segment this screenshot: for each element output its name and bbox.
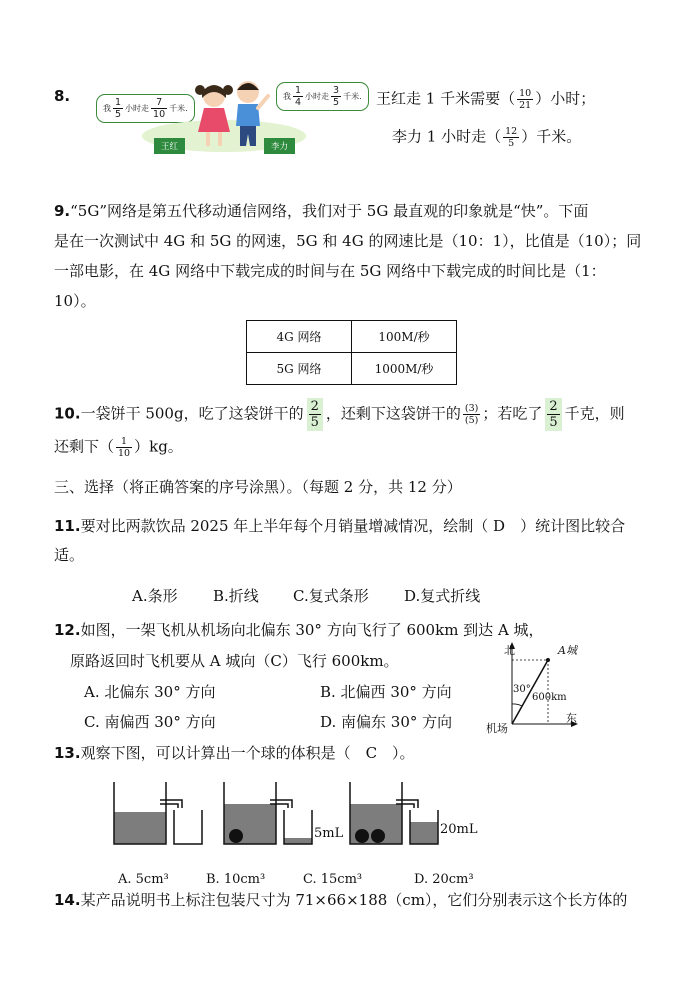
q13-label-20ml: 20mL — [440, 822, 478, 837]
q8-children-figures — [96, 78, 364, 158]
q11-option-b: B.折线 — [213, 587, 259, 605]
q12-line1: 12.如图，一架飞机从机场向北偏东 30° 方向飞行了 600km 到达 A 城， — [54, 621, 544, 639]
table-row — [247, 353, 457, 385]
q12-option-b: B. 北偏西 30° 方向 — [320, 683, 452, 701]
q14-line1: 14.某产品说明书上标注包装尺寸为 71×66×188（cm），它们分别表示这个长方体的 — [54, 891, 628, 909]
q8-name-lili: 李力 — [264, 138, 295, 154]
table-cell: 4G 网络 — [247, 321, 352, 353]
table-cell: 1000M/秒 — [352, 353, 457, 385]
q13-container-diagram — [110, 778, 480, 848]
q10-line2: 还剩下（ $\frac{1}{10}$ ）kg。 — [54, 436, 183, 459]
q8-bubble-lili: 我 $\frac{1}{4}$ 小时走 $\frac{3}{5}$ 千米. — [276, 82, 369, 111]
q10-line1: 10.一袋饼干 500g，吃了这袋饼干的 $\frac{2}{5}$ ，还剩下这袋饼干的 $\frac{(3)}{(5)}$ ；若吃了 $\frac{2}{5}$ 千克，则 — [54, 399, 625, 430]
q8-answer-line1: 王红走 1 千米需要（ $\frac{10}{21}$ ）小时； — [376, 88, 596, 111]
q12-option-a: A. 北偏东 30° 方向 — [84, 683, 216, 701]
q11-option-c: C.复式条形 — [293, 587, 369, 605]
table-row — [247, 321, 457, 353]
q12-east-label: 东 — [566, 712, 577, 725]
q11-option-a: A.条形 — [132, 587, 178, 605]
q13-option-b: B. 10cm³ — [206, 872, 266, 887]
table-cell: 100M/秒 — [352, 321, 457, 353]
q12-angle-label: 30° — [513, 684, 531, 695]
q12-option-d: D. 南偏东 30° 方向 — [320, 713, 453, 731]
q8-illustration — [96, 78, 364, 158]
section-3-heading: 三、选择（将正确答案的序号涂黑）。（每题 2 分，共 12 分） — [54, 478, 462, 496]
q9-line2: 是在一次测试中 4G 和 5G 的网速，5G 和 4G 的网速比是（10：1），比值是（10）；同 — [54, 232, 642, 250]
q11-line1: 11.要对比两款饮品 2025 年上半年每个月销量增减情况，绘制（ D ）统计图比较合 — [54, 517, 626, 535]
q12-north-label: 北 — [504, 644, 515, 657]
q9-line1: 9.“5G”网络是第五代移动通信网络，我们对于 5G 最直观的印象就是“快”。下面 — [54, 202, 589, 220]
q11-option-d: D.复式折线 — [404, 587, 481, 605]
q12-airport-label: 机场 — [486, 722, 508, 735]
q8-bubble-wanghong: 我 $\frac{1}{5}$ 小时走 $\frac{7}{10}$ 千米. — [96, 94, 195, 123]
q9-line3: 一部电影，在 4G 网络中下载完成的时间与在 5G 网络中下载完成的时间比是（1： — [54, 262, 606, 280]
q8-answer-line2: 李力 1 小时走（ $\frac{12}{5}$ ）千米。 — [392, 126, 582, 149]
q8-number: 8. — [54, 87, 71, 105]
q13-option-a: A. 5cm³ — [118, 872, 169, 887]
q13-option-c: C. 15cm³ — [303, 872, 363, 887]
q12-city-label: A城 — [558, 644, 577, 657]
q12-direction-diagram — [480, 640, 584, 736]
q13-option-d: D. 20cm³ — [414, 872, 474, 887]
q12-line2: 原路返回时飞机要从 A 城向（C）飞行 600km。 — [70, 652, 399, 670]
q8-name-wanghong: 王红 — [154, 138, 185, 154]
q12-distance-label: 600km — [532, 692, 567, 703]
q12-option-c: C. 南偏西 30° 方向 — [84, 713, 216, 731]
q13-label-5ml: 5mL — [314, 826, 344, 841]
q9-speed-table — [246, 320, 457, 385]
table-cell: 5G 网络 — [247, 353, 352, 385]
q11-line2: 适。 — [54, 546, 85, 564]
q13-line1: 13.观察下图，可以计算出一个球的体积是（ C ）。 — [54, 744, 415, 762]
q9-line4: 10）。 — [54, 292, 96, 310]
